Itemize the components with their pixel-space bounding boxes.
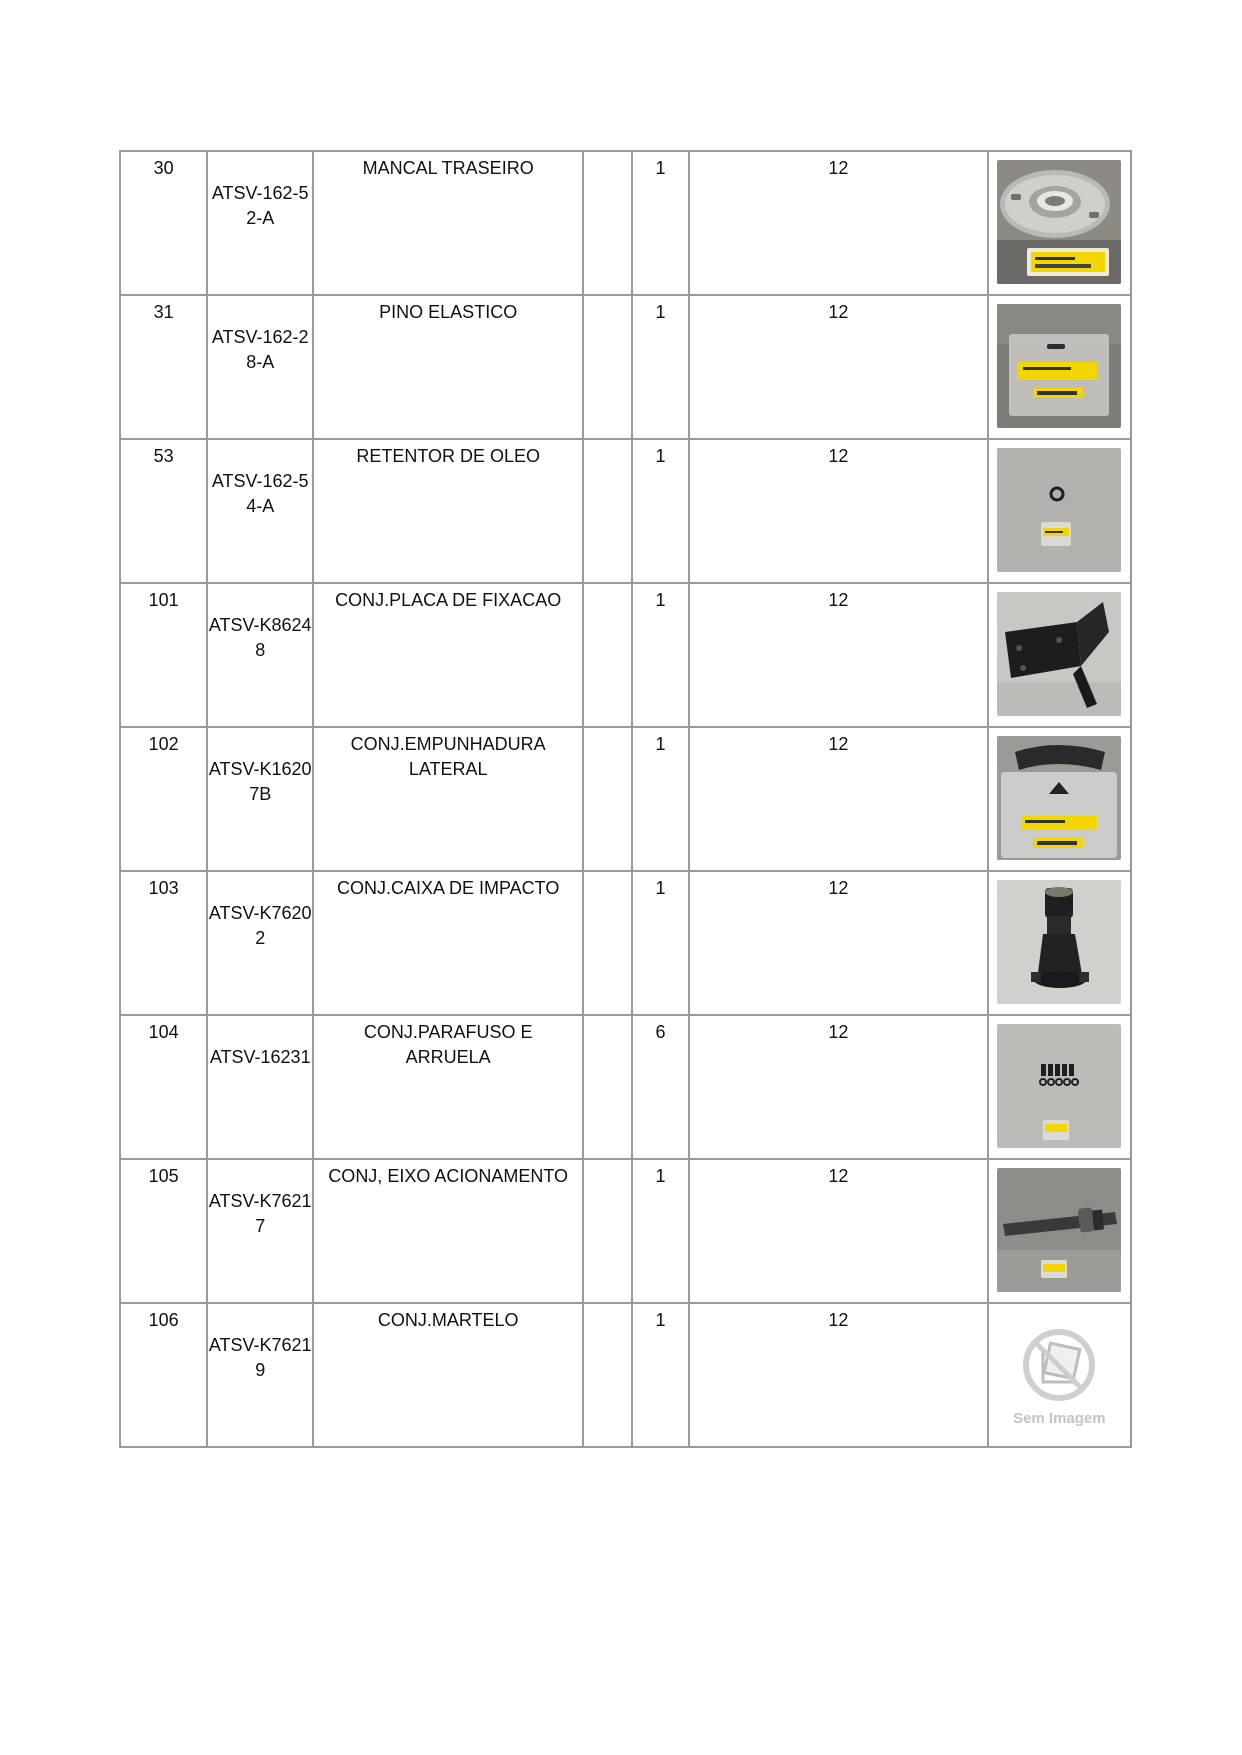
quantity-cell bbox=[632, 583, 689, 727]
mounting-plate-photo bbox=[997, 592, 1121, 716]
item-number-cell bbox=[120, 1015, 207, 1159]
description-cell bbox=[313, 1159, 583, 1303]
value: 12 bbox=[828, 1166, 849, 1186]
value-cell bbox=[689, 1303, 988, 1447]
part-code: ATSV-K16207B bbox=[208, 759, 312, 804]
impact-housing-photo bbox=[997, 880, 1121, 1004]
part-code-cell bbox=[207, 1303, 313, 1447]
quantity: 1 bbox=[655, 590, 666, 610]
part-code-cell bbox=[207, 151, 313, 295]
empty-cell bbox=[583, 151, 632, 295]
photo-cell bbox=[988, 439, 1131, 583]
description-cell bbox=[313, 151, 583, 295]
description-cell bbox=[313, 295, 583, 439]
value-cell bbox=[689, 583, 988, 727]
photo-cell bbox=[988, 151, 1131, 295]
photo-cell bbox=[988, 1159, 1131, 1303]
item-number: 103 bbox=[148, 878, 179, 898]
part-code-cell bbox=[207, 295, 313, 439]
value: 12 bbox=[828, 158, 849, 178]
value-cell bbox=[689, 439, 988, 583]
part-code: ATSV-162-28-A bbox=[211, 327, 309, 372]
empty-cell bbox=[583, 871, 632, 1015]
value-cell bbox=[689, 1015, 988, 1159]
part-code-cell bbox=[207, 1015, 313, 1159]
item-number-cell bbox=[120, 727, 207, 871]
part-code: ATSV-K76202 bbox=[208, 903, 312, 948]
part-description: CONJ.CAIXA DE IMPACTO bbox=[336, 878, 560, 898]
quantity: 1 bbox=[655, 158, 666, 178]
screw-washer-photo bbox=[997, 1024, 1121, 1148]
part-description: CONJ.MARTELO bbox=[377, 1310, 519, 1330]
item-number: 106 bbox=[148, 1310, 179, 1330]
quantity-cell bbox=[632, 727, 689, 871]
part-code: ATSV-162-54-A bbox=[211, 471, 309, 516]
value: 12 bbox=[828, 302, 849, 322]
empty-cell bbox=[583, 439, 632, 583]
parts-table bbox=[119, 150, 1132, 1448]
part-description: RETENTOR DE OLEO bbox=[356, 446, 541, 466]
quantity-cell bbox=[632, 1015, 689, 1159]
value-cell bbox=[689, 151, 988, 295]
photo-cell bbox=[988, 583, 1131, 727]
item-number-cell bbox=[120, 439, 207, 583]
table-row bbox=[120, 439, 1131, 583]
item-number: 53 bbox=[153, 446, 174, 466]
item-number: 102 bbox=[148, 734, 179, 754]
part-description: CONJ.PARAFUSO E ARRUELA bbox=[363, 1022, 533, 1067]
quantity: 1 bbox=[655, 446, 666, 466]
part-code: ATSV-162-52-A bbox=[211, 183, 309, 228]
item-number-cell bbox=[120, 583, 207, 727]
part-code: ATSV-16231 bbox=[209, 1047, 311, 1067]
quantity: 1 bbox=[655, 302, 666, 322]
quantity: 1 bbox=[655, 1166, 666, 1186]
value: 12 bbox=[828, 734, 849, 754]
part-description: PINO ELASTICO bbox=[379, 302, 518, 322]
value-cell bbox=[689, 295, 988, 439]
quantity-cell bbox=[632, 1159, 689, 1303]
part-code-cell bbox=[207, 583, 313, 727]
quantity: 6 bbox=[655, 1022, 666, 1042]
description-cell bbox=[313, 583, 583, 727]
part-description: MANCAL TRASEIRO bbox=[362, 158, 534, 178]
table-row bbox=[120, 1015, 1131, 1159]
empty-cell bbox=[583, 295, 632, 439]
item-number-cell bbox=[120, 1303, 207, 1447]
quantity-cell bbox=[632, 151, 689, 295]
description-cell bbox=[313, 1303, 583, 1447]
part-code-cell bbox=[207, 727, 313, 871]
description-cell bbox=[313, 727, 583, 871]
item-number: 105 bbox=[148, 1166, 179, 1186]
no-image-label: Sem Imagem bbox=[1013, 1410, 1106, 1427]
table-row bbox=[120, 583, 1131, 727]
value-cell bbox=[689, 871, 988, 1015]
empty-cell bbox=[583, 1303, 632, 1447]
table-row bbox=[120, 295, 1131, 439]
table-row bbox=[120, 1303, 1131, 1447]
drive-shaft-photo bbox=[997, 1168, 1121, 1292]
item-number: 104 bbox=[148, 1022, 179, 1042]
part-code-cell bbox=[207, 439, 313, 583]
photo-cell bbox=[988, 295, 1131, 439]
empty-cell bbox=[583, 1159, 632, 1303]
oil-seal-photo bbox=[997, 448, 1121, 572]
quantity-cell bbox=[632, 871, 689, 1015]
part-code: ATSV-K76217 bbox=[208, 1191, 312, 1236]
rear-bearing-photo bbox=[997, 160, 1121, 284]
quantity: 1 bbox=[655, 878, 666, 898]
photo-cell bbox=[988, 871, 1131, 1015]
item-number: 101 bbox=[148, 590, 179, 610]
table-row bbox=[120, 727, 1131, 871]
item-number: 30 bbox=[153, 158, 174, 178]
elastic-pin-photo bbox=[997, 304, 1121, 428]
empty-cell bbox=[583, 1015, 632, 1159]
photo-cell bbox=[988, 1015, 1131, 1159]
part-description: CONJ.EMPUNHADURA LATERAL bbox=[350, 734, 546, 779]
side-handle-photo bbox=[997, 736, 1121, 860]
value: 12 bbox=[828, 1022, 849, 1042]
empty-cell bbox=[583, 583, 632, 727]
value: 12 bbox=[828, 878, 849, 898]
quantity-cell bbox=[632, 1303, 689, 1447]
value: 12 bbox=[828, 446, 849, 466]
part-code: ATSV-K86248 bbox=[208, 615, 312, 660]
empty-cell bbox=[583, 727, 632, 871]
value-cell bbox=[689, 1159, 988, 1303]
description-cell bbox=[313, 439, 583, 583]
no-image-placeholder bbox=[997, 1312, 1121, 1436]
value-cell bbox=[689, 727, 988, 871]
value: 12 bbox=[828, 590, 849, 610]
value: 12 bbox=[828, 1310, 849, 1330]
quantity: 1 bbox=[655, 734, 666, 754]
photo-cell bbox=[988, 727, 1131, 871]
quantity: 1 bbox=[655, 1310, 666, 1330]
part-code-cell bbox=[207, 1159, 313, 1303]
item-number-cell bbox=[120, 871, 207, 1015]
item-number-cell bbox=[120, 1159, 207, 1303]
table-row bbox=[120, 871, 1131, 1015]
item-number-cell bbox=[120, 151, 207, 295]
part-code-cell bbox=[207, 871, 313, 1015]
part-description: CONJ, EIXO ACIONAMENTO bbox=[328, 1166, 569, 1186]
no-image-icon bbox=[997, 1312, 1121, 1412]
description-cell bbox=[313, 871, 583, 1015]
photo-cell bbox=[988, 1303, 1131, 1447]
quantity-cell bbox=[632, 439, 689, 583]
table-row bbox=[120, 151, 1131, 295]
part-description: CONJ.PLACA DE FIXACAO bbox=[335, 590, 562, 610]
item-number-cell bbox=[120, 295, 207, 439]
item-number: 31 bbox=[153, 302, 174, 322]
part-code: ATSV-K76219 bbox=[208, 1335, 312, 1380]
quantity-cell bbox=[632, 295, 689, 439]
table-row bbox=[120, 1159, 1131, 1303]
description-cell bbox=[313, 1015, 583, 1159]
